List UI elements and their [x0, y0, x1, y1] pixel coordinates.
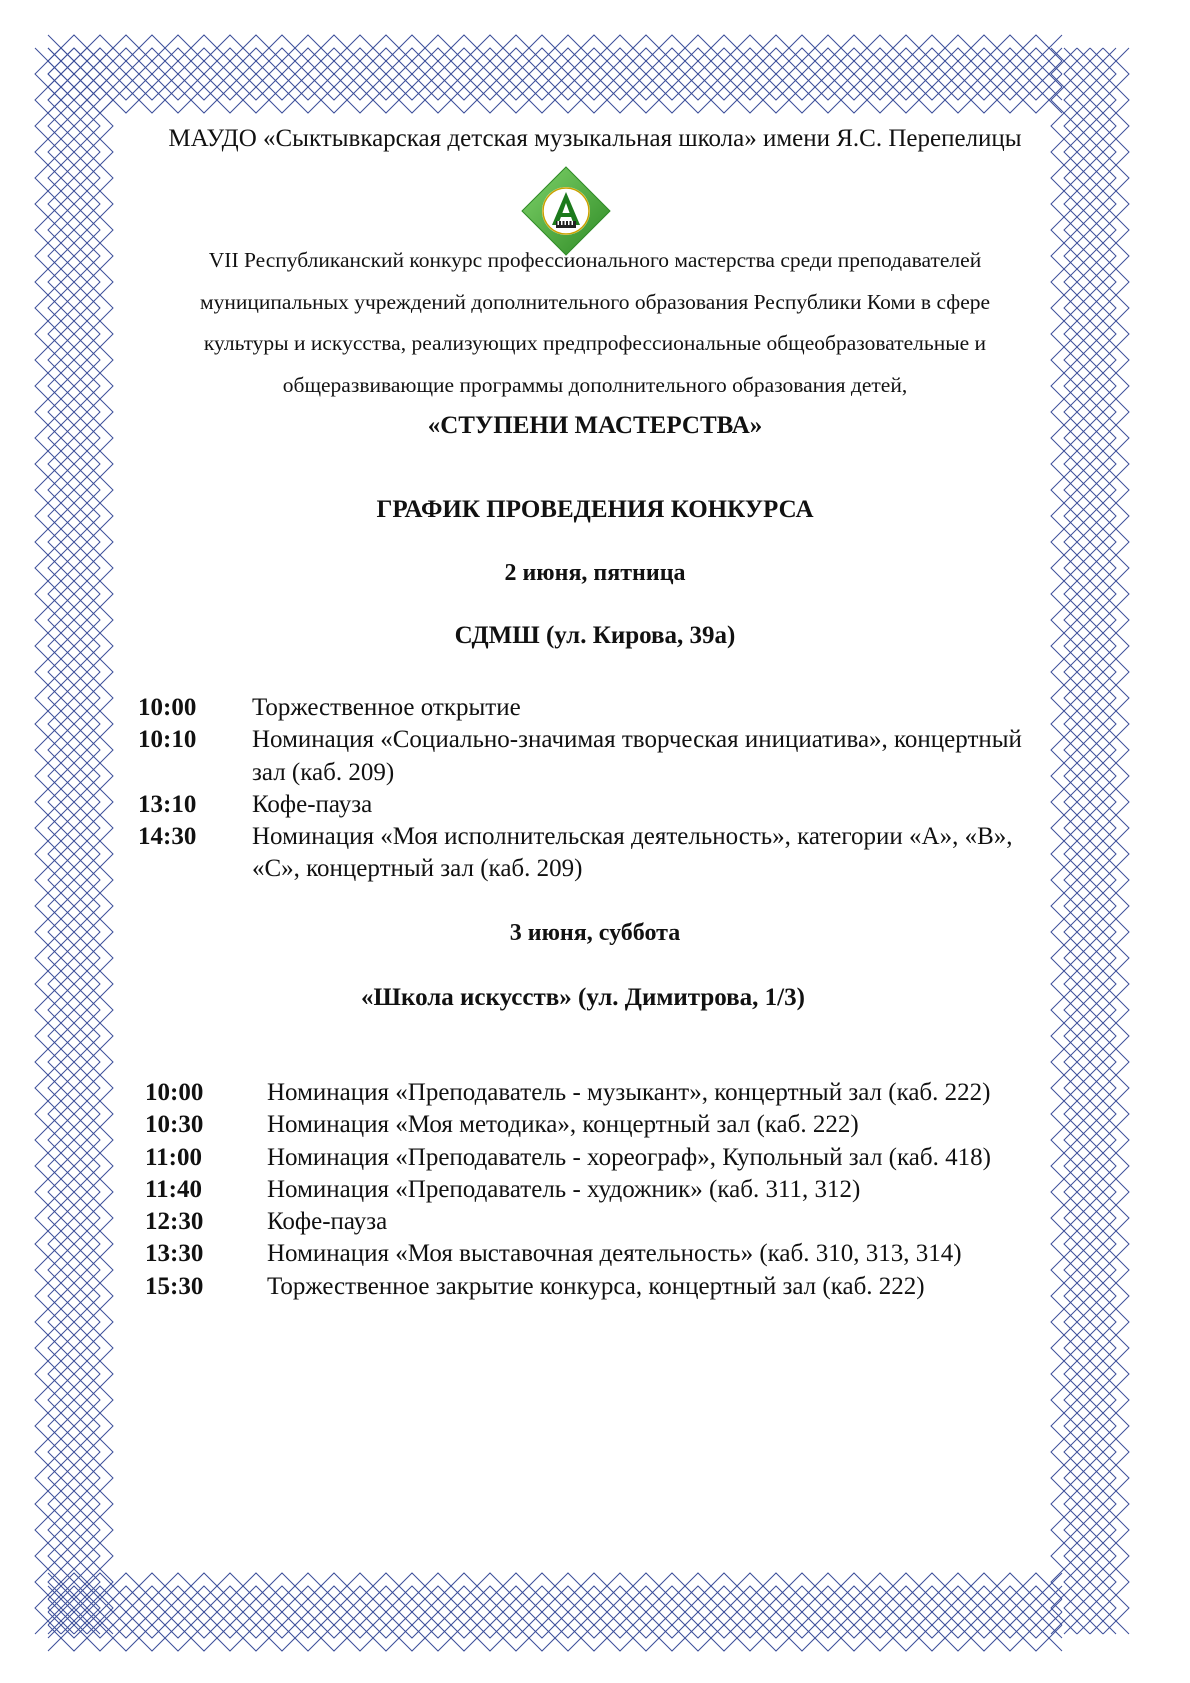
event-description: Номинация «Моя выставочная деятельность» (каб. 310, 313, 314)	[267, 1240, 962, 1268]
schedule-item	[145, 1206, 1065, 1238]
event-time: 15:30	[145, 1272, 204, 1300]
event-description: Кофе-пауза	[267, 1208, 388, 1236]
schedule-item	[145, 1271, 1065, 1303]
description-line: муниципальных учреждений дополнительного образования Республики Коми в сфере	[199, 289, 991, 314]
event-time: 10:10	[138, 726, 197, 754]
schedule-item	[138, 821, 1058, 886]
event-description: Номинация «Преподаватель - хореограф», Купольный зал (каб. 418)	[267, 1143, 991, 1171]
schedule-item	[145, 1077, 1065, 1109]
event-description: Торжественное закрытие конкурса, концертный зал (каб. 222)	[267, 1272, 925, 1300]
day-date: 2 июня, пятница	[504, 560, 686, 586]
school-name: МАУДО «Сыктывкарская детская музыкальная школа» имени Я.С. Перепелицы	[168, 125, 1022, 152]
event-time: 11:00	[145, 1143, 202, 1171]
schedule-list-day2	[145, 1077, 1065, 1303]
event-time: 10:00	[145, 1079, 204, 1106]
event-description: Номинация «Моя методика», концертный зал (каб. 222)	[267, 1111, 859, 1139]
schedule-item	[138, 724, 1058, 789]
event-time: 12:30	[145, 1208, 204, 1236]
schedule-title: ГРАФИК ПРОВЕДЕНИЯ КОНКУРСА	[376, 496, 814, 523]
event-description: Номинация «Преподаватель - художник» (каб. 311, 312)	[267, 1175, 861, 1203]
event-time: 10:00	[138, 694, 197, 721]
event-description: Номинация «Моя исполнительская деятельность», категории «А», «В», «С», концертный зал (каб. 209)	[252, 823, 1013, 883]
schedule-item	[145, 1109, 1065, 1141]
day-venue: СДМШ (ул. Кирова, 39а)	[454, 622, 736, 649]
schedule-item	[145, 1142, 1065, 1174]
schedule-item	[145, 1238, 1065, 1270]
event-time: 10:30	[145, 1111, 204, 1139]
event-description: Торжественное открытие	[252, 694, 521, 721]
event-time: 13:30	[145, 1240, 204, 1268]
description-line: общеразвивающие программы дополнительного образования детей,	[282, 372, 908, 397]
schedule-list-day1	[138, 692, 1058, 886]
schedule-item	[138, 692, 1058, 724]
contest-title: «СТУПЕНИ МАСТЕРСТВА»	[427, 412, 763, 439]
event-description: Кофе-пауза	[252, 790, 373, 818]
day-date: 3 июня, суббота	[509, 920, 681, 946]
description-line: VII Республиканский конкурс профессионального мастерства среди преподавателей	[208, 248, 982, 272]
event-time: 13:10	[138, 790, 197, 818]
day-venue: «Школа искусств» (ул. Димитрова, 1/3)	[361, 984, 805, 1011]
schedule-item	[145, 1174, 1065, 1206]
event-time: 11:40	[145, 1175, 202, 1203]
event-description: Номинация «Социально-значимая творческая инициатива», концертный зал (каб. 209)	[252, 726, 1022, 786]
event-time: 14:30	[138, 823, 197, 851]
contest-description	[130, 240, 1060, 406]
event-description: Номинация «Преподаватель - музыкант», концертный зал (каб. 222)	[267, 1079, 991, 1106]
schedule-item	[138, 789, 1058, 821]
description-line: культуры и искусства, реализующих предпрофессиональные общеобразовательные и	[203, 331, 987, 355]
